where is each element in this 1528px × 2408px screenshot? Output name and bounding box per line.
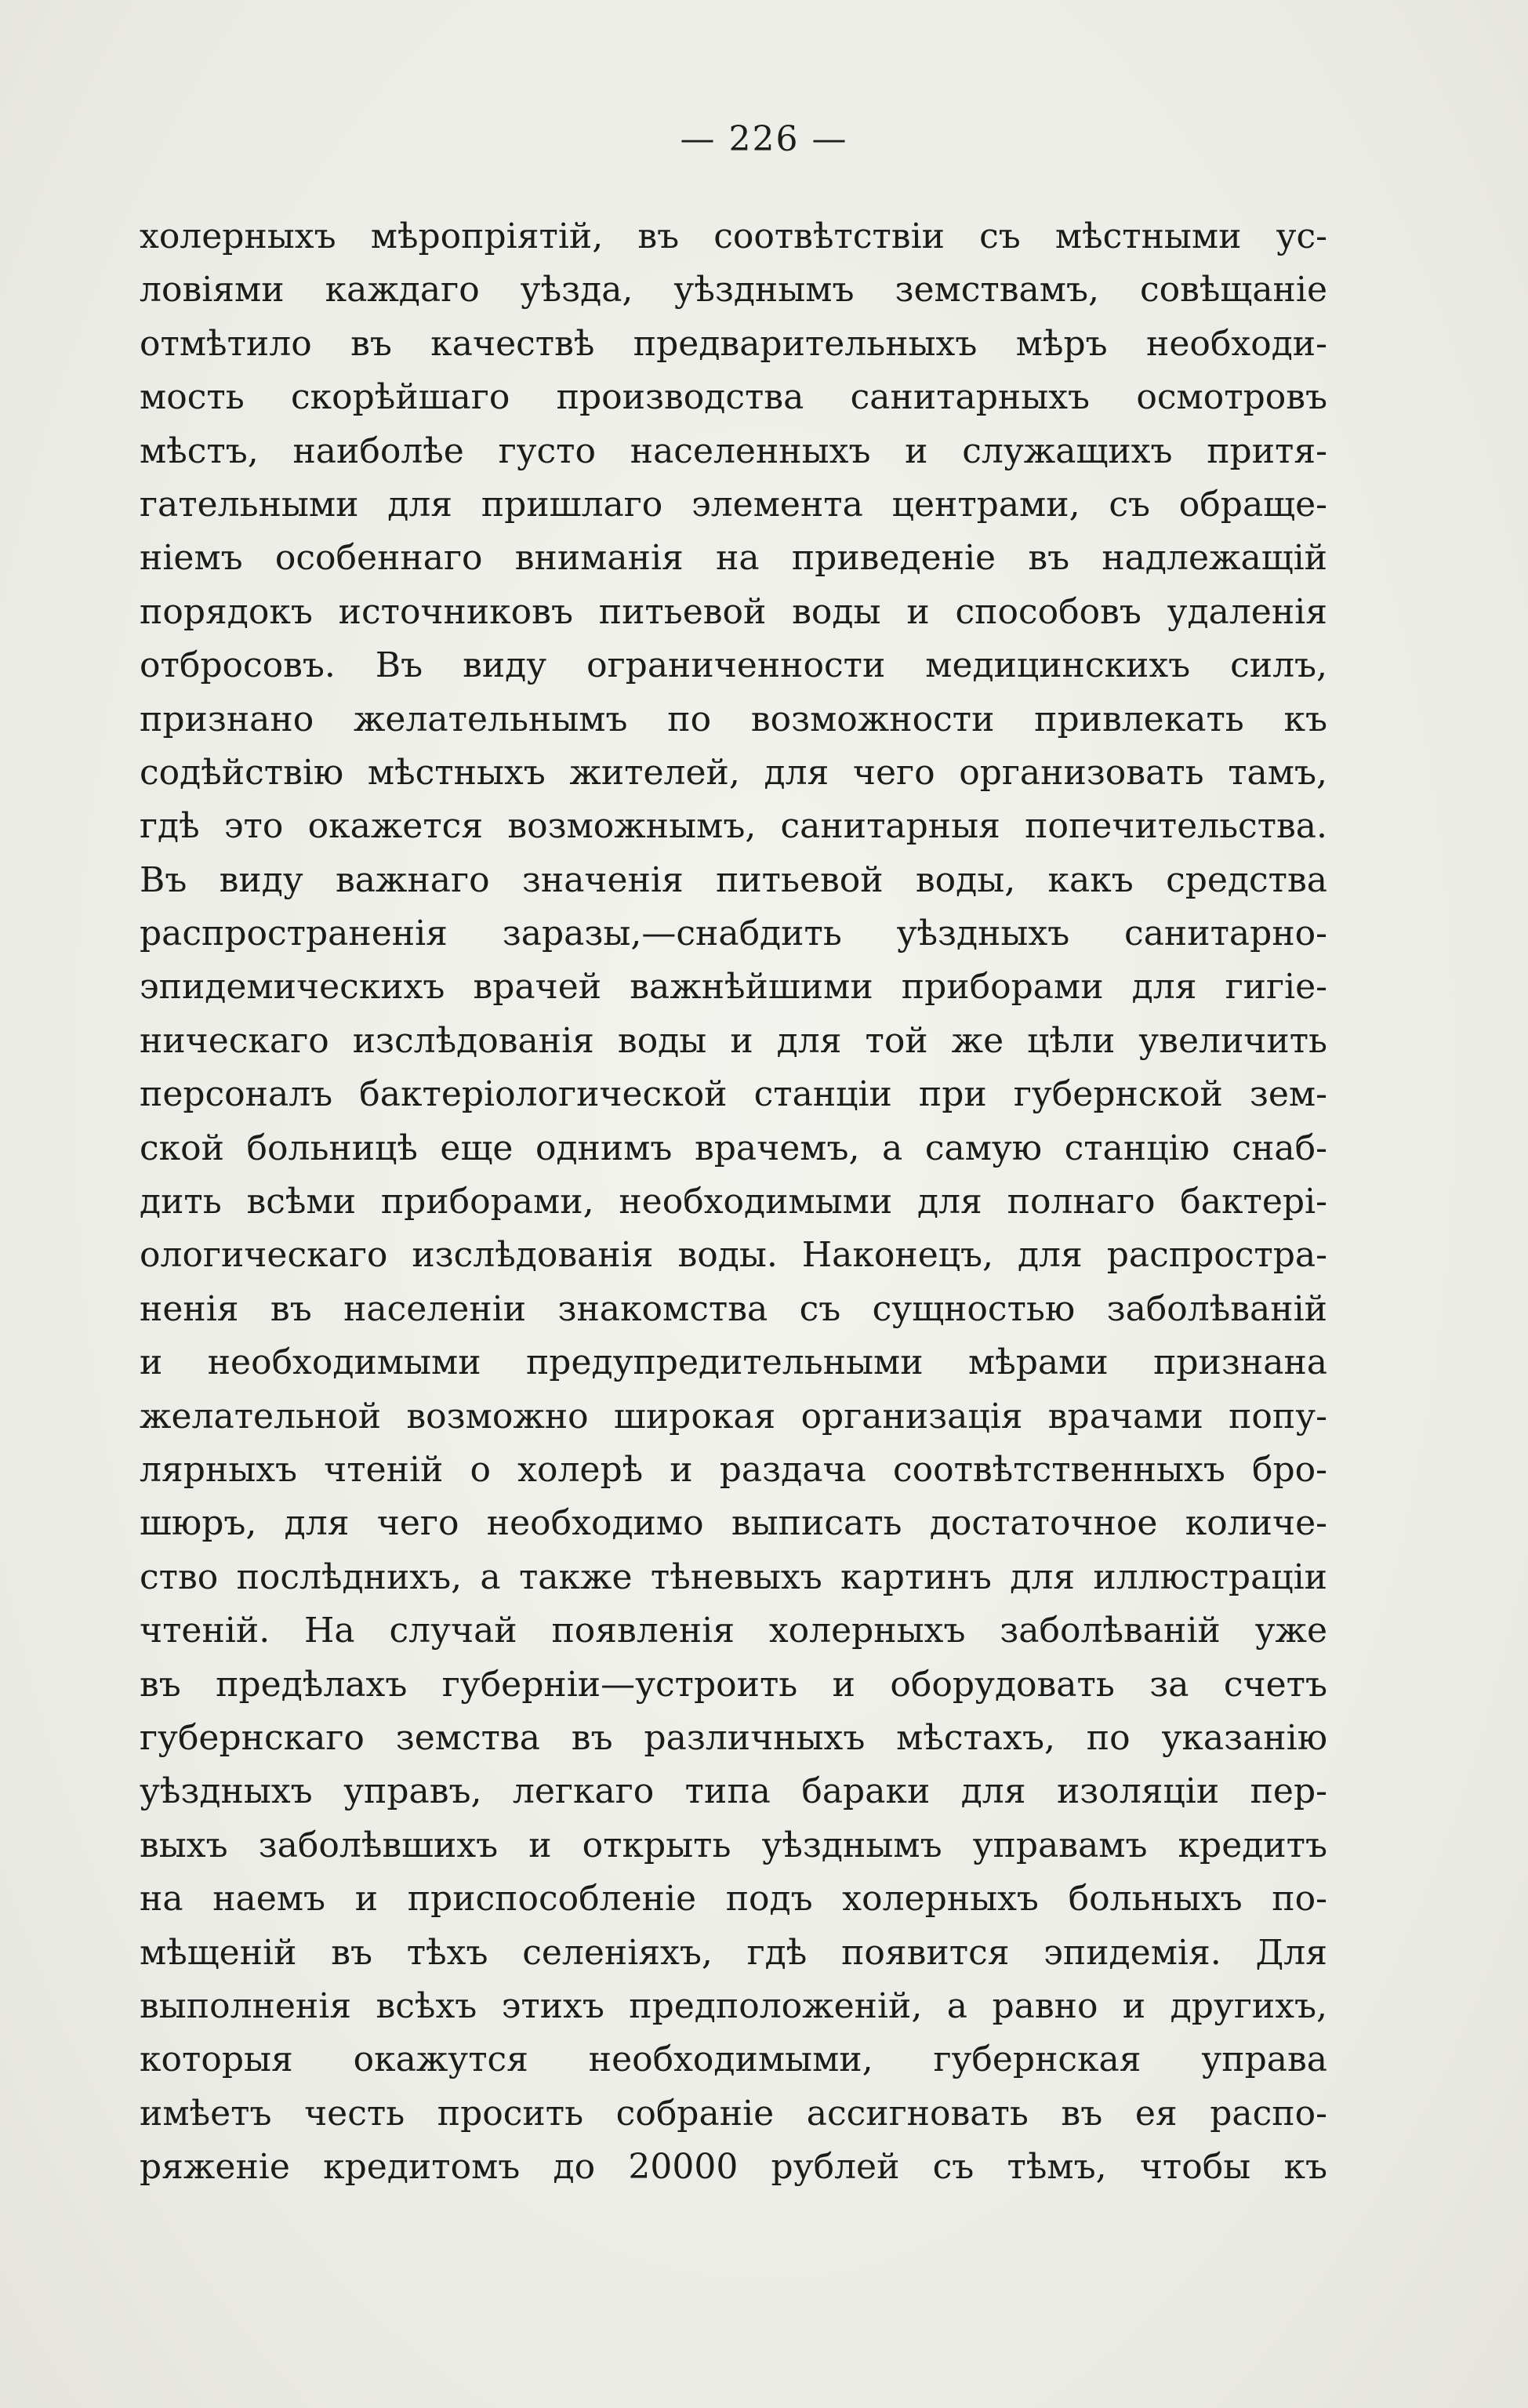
- text-line: отмѣтило въ качествѣ предварительныхъ мѣръ необходи-: [140, 323, 1327, 364]
- text-line: мѣстъ, наиболѣе густо населенныхъ и служащихъ притя-: [140, 430, 1327, 471]
- text-line: персоналъ бактеріологической станціи при губернской зем-: [140, 1074, 1327, 1115]
- text-line: ологическаго изслѣдованія воды. Наконецъ, для распростра-: [140, 1235, 1327, 1276]
- text-line: дить всѣми приборами, необходимыми для полнаго бактері-: [140, 1182, 1327, 1222]
- text-line: лярныхъ чтеній о холерѣ и раздача соотвѣтственныхъ бро-: [140, 1449, 1327, 1490]
- text-line: признано желательнымъ по возможности привлекать къ: [140, 699, 1327, 739]
- text-line: выполненія всѣхъ этихъ предположеній, а равно и другихъ,: [140, 1985, 1327, 2026]
- text-line: эпидемическихъ врачей важнѣйшими приборами для гигіе-: [140, 967, 1327, 1008]
- text-line: которыя окажутся необходимыми, губернская управа: [140, 2039, 1327, 2080]
- text-line: ской больницѣ еще однимъ врачемъ, а самую станцію снаб-: [140, 1128, 1327, 1168]
- text-line: гательными для пришлаго элемента центрами, съ обраще-: [140, 484, 1327, 525]
- text-line: ловіями каждаго уѣзда, уѣзднымъ земствамъ, совѣщаніе: [140, 270, 1327, 311]
- text-line: мость скорѣйшаго производства санитарныхъ осмотровъ: [140, 377, 1327, 418]
- text-line: гдѣ это окажется возможнымъ, санитарныя попечительства.: [140, 806, 1327, 847]
- text-line: желательной возможно широкая организація врачами попу-: [140, 1396, 1327, 1436]
- text-line: мѣщеній въ тѣхъ селеніяхъ, гдѣ появится эпидемія. Для: [140, 1932, 1327, 1973]
- text-line: шюръ, для чего необходимо выписать достаточное количе-: [140, 1503, 1327, 1544]
- text-line: ряженіе кредитомъ до 20000 рублей съ тѣмъ, чтобы къ: [140, 2147, 1327, 2188]
- text-line: Въ виду важнаго значенія питьевой воды, какъ средства: [140, 859, 1327, 900]
- text-line: въ предѣлахъ губерніи—устроить и оборудовать за счетъ: [140, 1664, 1327, 1705]
- text-line: распространенія заразы,—снабдить уѣздныхъ санитарно-: [140, 913, 1327, 954]
- text-line: выхъ заболѣвшихъ и открыть уѣзднымъ управамъ кредитъ: [140, 1825, 1327, 1865]
- text-line: ство послѣднихъ, а также тѣневыхъ картинъ для иллюстраціи: [140, 1556, 1327, 1597]
- text-line: холерныхъ мѣропріятій, въ соотвѣтствіи съ мѣстными ус-: [140, 216, 1327, 256]
- text-line: содѣйствію мѣстныхъ жителей, для чего организовать тамъ,: [140, 752, 1327, 793]
- text-line: ніемъ особеннаго вниманія на приведеніе въ надлежащій: [140, 538, 1327, 579]
- body-text: [140, 210, 1327, 2194]
- page-number: — 226 —: [680, 119, 848, 159]
- text-line: на наемъ и приспособленіе подъ холерныхъ больныхъ по-: [140, 1879, 1327, 1919]
- text-line: порядокъ источниковъ питьевой воды и способовъ удаленія: [140, 591, 1327, 632]
- text-line: ненія въ населеніи знакомства съ сущностью заболѣваній: [140, 1288, 1327, 1329]
- text-line: отбросовъ. Въ виду ограниченности медицинскихъ силъ,: [140, 645, 1327, 686]
- text-line: уѣздныхъ управъ, легкаго типа бараки для изоляціи пер-: [140, 1771, 1327, 1812]
- text-line: и необходимыми предупредительными мѣрами признана: [140, 1342, 1327, 1383]
- text-line: губернскаго земства въ различныхъ мѣстахъ, по указанію: [140, 1717, 1327, 1758]
- text-line: имѣетъ честь просить собраніе ассигновать въ ея распо-: [140, 2093, 1327, 2134]
- text-line: чтеній. На случай появленія холерныхъ заболѣваній уже: [140, 1611, 1327, 1651]
- text-line: ническаго изслѣдованія воды и для той же цѣли увеличить: [140, 1020, 1327, 1061]
